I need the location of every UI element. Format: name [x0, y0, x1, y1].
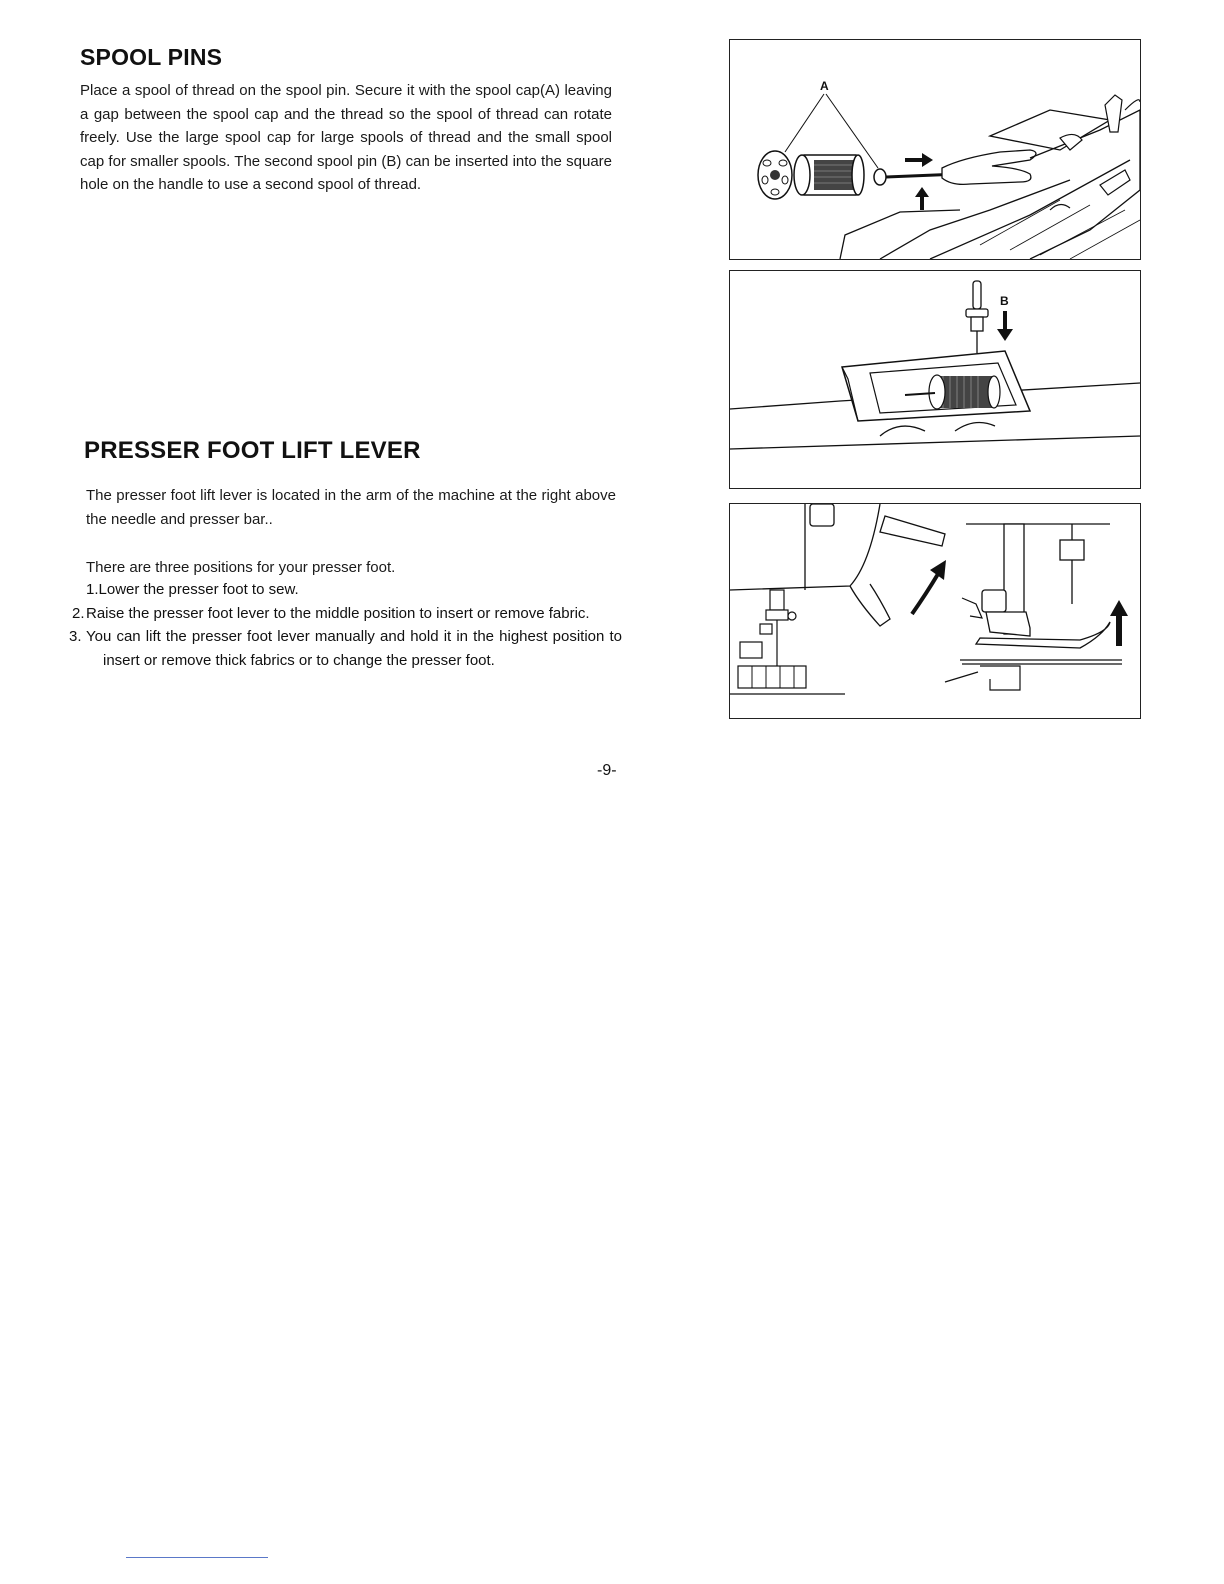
spool-pin-figure	[729, 39, 1141, 260]
label-b: B	[1000, 294, 1009, 308]
second-spool-pin-illustration	[730, 271, 1140, 488]
presser-foot-illustration	[730, 504, 1140, 718]
spool-pin-illustration	[730, 40, 1140, 259]
presser-foot-paragraph: The presser foot lift lever is located in the arm of the machine at the right above the needle and presser bar..	[86, 487, 616, 528]
presser-positions-list	[69, 578, 622, 672]
list-item: 2.Raise the presser foot lever to the middle position to insert or remove fabric.	[72, 604, 590, 622]
page-number: -9-	[597, 762, 617, 779]
presser-foot-lever-figure	[729, 503, 1141, 719]
list-item: 3. You can lift the presser foot lever manually and hold it in the highest position to insert or remove thick fabrics or to change the presser foot.	[69, 628, 622, 669]
second-spool-pin-figure	[729, 270, 1141, 489]
list-item: 1.Lower the presser foot to sew.	[86, 581, 299, 598]
bottom-rule	[126, 1557, 268, 1558]
spool-pins-heading: SPOOL PINS	[80, 44, 223, 70]
label-a: A	[820, 79, 829, 93]
presser-foot-heading: PRESSER FOOT LIFT LEVER	[84, 437, 421, 464]
positions-intro: There are three positions for your presser foot.	[86, 559, 396, 576]
spool-pins-paragraph: Place a spool of thread on the spool pin. Secure it with the spool cap(A) leaving a gap between the spool cap and the thread so the spool of thread can rotate freely. Use the large spool cap for large spools of thread and the small spool cap for smaller spools. The second spool pin (B) can be inserted into the square hole on the handle to use a second spool of thread.	[80, 82, 612, 193]
